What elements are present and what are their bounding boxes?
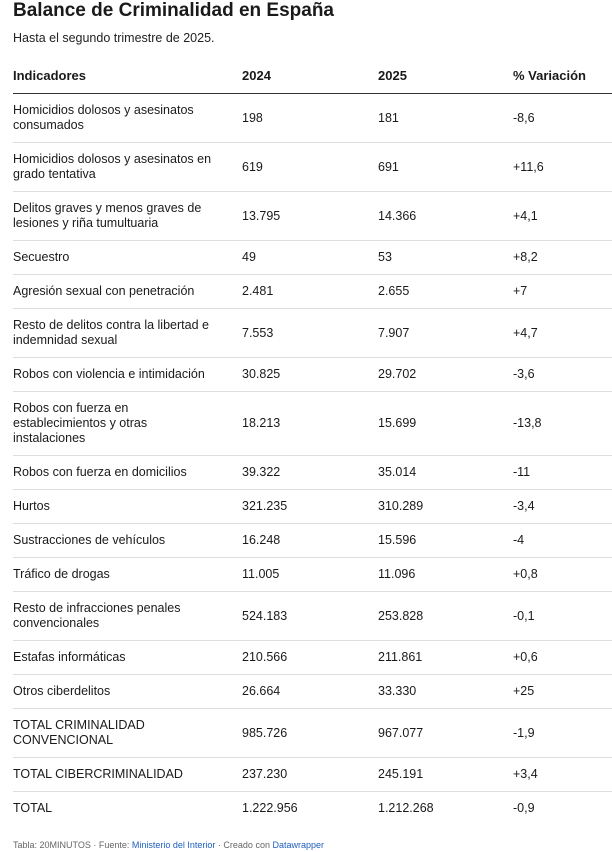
- value-variacion: +4,1: [513, 192, 612, 241]
- value-2025: 11.096: [378, 558, 513, 592]
- row-label: Resto de delitos contra la libertad e indemnidad sexual: [13, 309, 242, 358]
- row-label: Delitos graves y menos graves de lesiones y riña tumultuaria: [13, 192, 242, 241]
- value-variacion: +3,4: [513, 758, 612, 792]
- row-label: Otros ciberdelitos: [13, 675, 242, 709]
- source-link[interactable]: Ministerio del Interior: [131, 839, 216, 850]
- row-label: Secuestro: [13, 241, 242, 275]
- table-body: [13, 94, 612, 826]
- table-row: [13, 558, 612, 592]
- row-label: Agresión sexual con penetración: [13, 275, 242, 309]
- value-2025: 33.330: [378, 675, 513, 709]
- footer-tool-prefix: Creado con: [223, 839, 273, 850]
- table-footer: [13, 840, 612, 852]
- table-row: [13, 309, 612, 358]
- datawrapper-link[interactable]: Datawrapper: [272, 839, 324, 850]
- column-header-indicadores[interactable]: Indicadores: [13, 68, 242, 94]
- value-2025: 7.907: [378, 309, 513, 358]
- value-2025: 691: [378, 143, 513, 192]
- column-header-2024[interactable]: 2024: [242, 68, 378, 94]
- table-header-row: [13, 68, 612, 94]
- value-2024: 7.553: [242, 309, 378, 358]
- table-row: [13, 358, 612, 392]
- row-label: Estafas informáticas: [13, 641, 242, 675]
- table-row: [13, 241, 612, 275]
- value-2024: 321.235: [242, 490, 378, 524]
- table-row: [13, 94, 612, 143]
- value-2024: 18.213: [242, 392, 378, 456]
- value-2024: 49: [242, 241, 378, 275]
- value-variacion: +11,6: [513, 143, 612, 192]
- value-2025: 35.014: [378, 456, 513, 490]
- row-label: Robos con violencia e intimidación: [13, 358, 242, 392]
- table-row: [13, 758, 612, 792]
- value-2024: 1.222.956: [242, 801, 298, 816]
- value-2024: 237.230: [242, 758, 378, 792]
- table-row: [13, 143, 612, 192]
- value-2024: 210.566: [242, 641, 378, 675]
- value-2025: 14.366: [378, 192, 513, 241]
- value-2024: 26.664: [242, 675, 378, 709]
- row-label: Robos con fuerza en domicilios: [13, 456, 242, 490]
- value-variacion: -3,6: [513, 358, 612, 392]
- table-row: [13, 641, 612, 675]
- row-label: Sustracciones de vehículos: [13, 524, 242, 558]
- value-variacion: +0,6: [513, 641, 612, 675]
- value-2024: 39.322: [242, 456, 378, 490]
- value-2025: 211.861: [378, 641, 513, 675]
- table-row: [13, 675, 612, 709]
- row-label: Hurtos: [13, 490, 242, 524]
- value-2025: 253.828: [378, 592, 513, 641]
- value-variacion: -0,9: [513, 801, 535, 816]
- table-row: [13, 524, 612, 558]
- page-title: Balance de Criminalidad en España: [13, 0, 334, 21]
- value-variacion: -0,1: [513, 592, 612, 641]
- value-2024: 524.183: [242, 592, 378, 641]
- value-variacion: +0,8: [513, 558, 612, 592]
- value-2025: 15.699: [378, 392, 513, 456]
- table-row: [13, 456, 612, 490]
- table-row: [13, 490, 612, 524]
- value-variacion: +4,7: [513, 309, 612, 358]
- row-label: Robos con fuerza en establecimientos y otras instalaciones: [13, 392, 242, 456]
- value-2025: 181: [378, 94, 513, 143]
- value-variacion: -11: [513, 456, 612, 490]
- table-row: [13, 392, 612, 456]
- value-2025: 310.289: [378, 490, 513, 524]
- value-2025: 15.596: [378, 524, 513, 558]
- table-row: [13, 792, 612, 826]
- value-variacion: -1,9: [513, 709, 612, 758]
- table-row: [13, 275, 612, 309]
- value-variacion: -8,6: [513, 94, 612, 143]
- value-2024: 13.795: [242, 192, 378, 241]
- value-variacion: +7: [513, 275, 612, 309]
- row-label: TOTAL CIBERCRIMINALIDAD: [13, 758, 242, 792]
- row-label: TOTAL: [13, 801, 53, 816]
- value-variacion: +25: [513, 675, 612, 709]
- value-2025: 245.191: [378, 758, 513, 792]
- table-row: [13, 709, 612, 758]
- value-variacion: +8,2: [513, 241, 612, 275]
- value-2024: 11.005: [242, 558, 378, 592]
- page-subtitle: Hasta el segundo trimestre de 2025.: [13, 31, 215, 45]
- table-row: [13, 592, 612, 641]
- value-2025: 53: [378, 241, 513, 275]
- footer-middle: ·: [215, 839, 224, 850]
- value-2024: 198: [242, 94, 378, 143]
- row-label: Homicidios dolosos y asesinatos en grado tentativa: [13, 143, 242, 192]
- crime-table: [13, 68, 612, 826]
- footer-prefix: Tabla: 20MINUTOS · Fuente:: [13, 839, 132, 850]
- value-2025: 29.702: [378, 358, 513, 392]
- value-2025: 1.212.268: [378, 801, 434, 816]
- value-2024: 2.481: [242, 275, 378, 309]
- row-label: Tráfico de drogas: [13, 558, 242, 592]
- value-2025: 967.077: [378, 709, 513, 758]
- value-2024: 619: [242, 143, 378, 192]
- value-variacion: -4: [513, 524, 612, 558]
- value-2025: 2.655: [378, 275, 513, 309]
- row-label: Homicidios dolosos y asesinatos consumados: [13, 94, 242, 143]
- value-2024: 30.825: [242, 358, 378, 392]
- row-label: Resto de infracciones penales convencionales: [13, 592, 242, 641]
- value-2024: 16.248: [242, 524, 378, 558]
- column-header-variacion[interactable]: % Variación: [513, 68, 612, 94]
- value-variacion: -13,8: [513, 392, 612, 456]
- table-row: [13, 192, 612, 241]
- value-2024: 985.726: [242, 709, 378, 758]
- row-label: TOTAL CRIMINALIDAD CONVENCIONAL: [13, 709, 242, 758]
- column-header-2025[interactable]: 2025: [378, 68, 513, 94]
- value-variacion: -3,4: [513, 490, 612, 524]
